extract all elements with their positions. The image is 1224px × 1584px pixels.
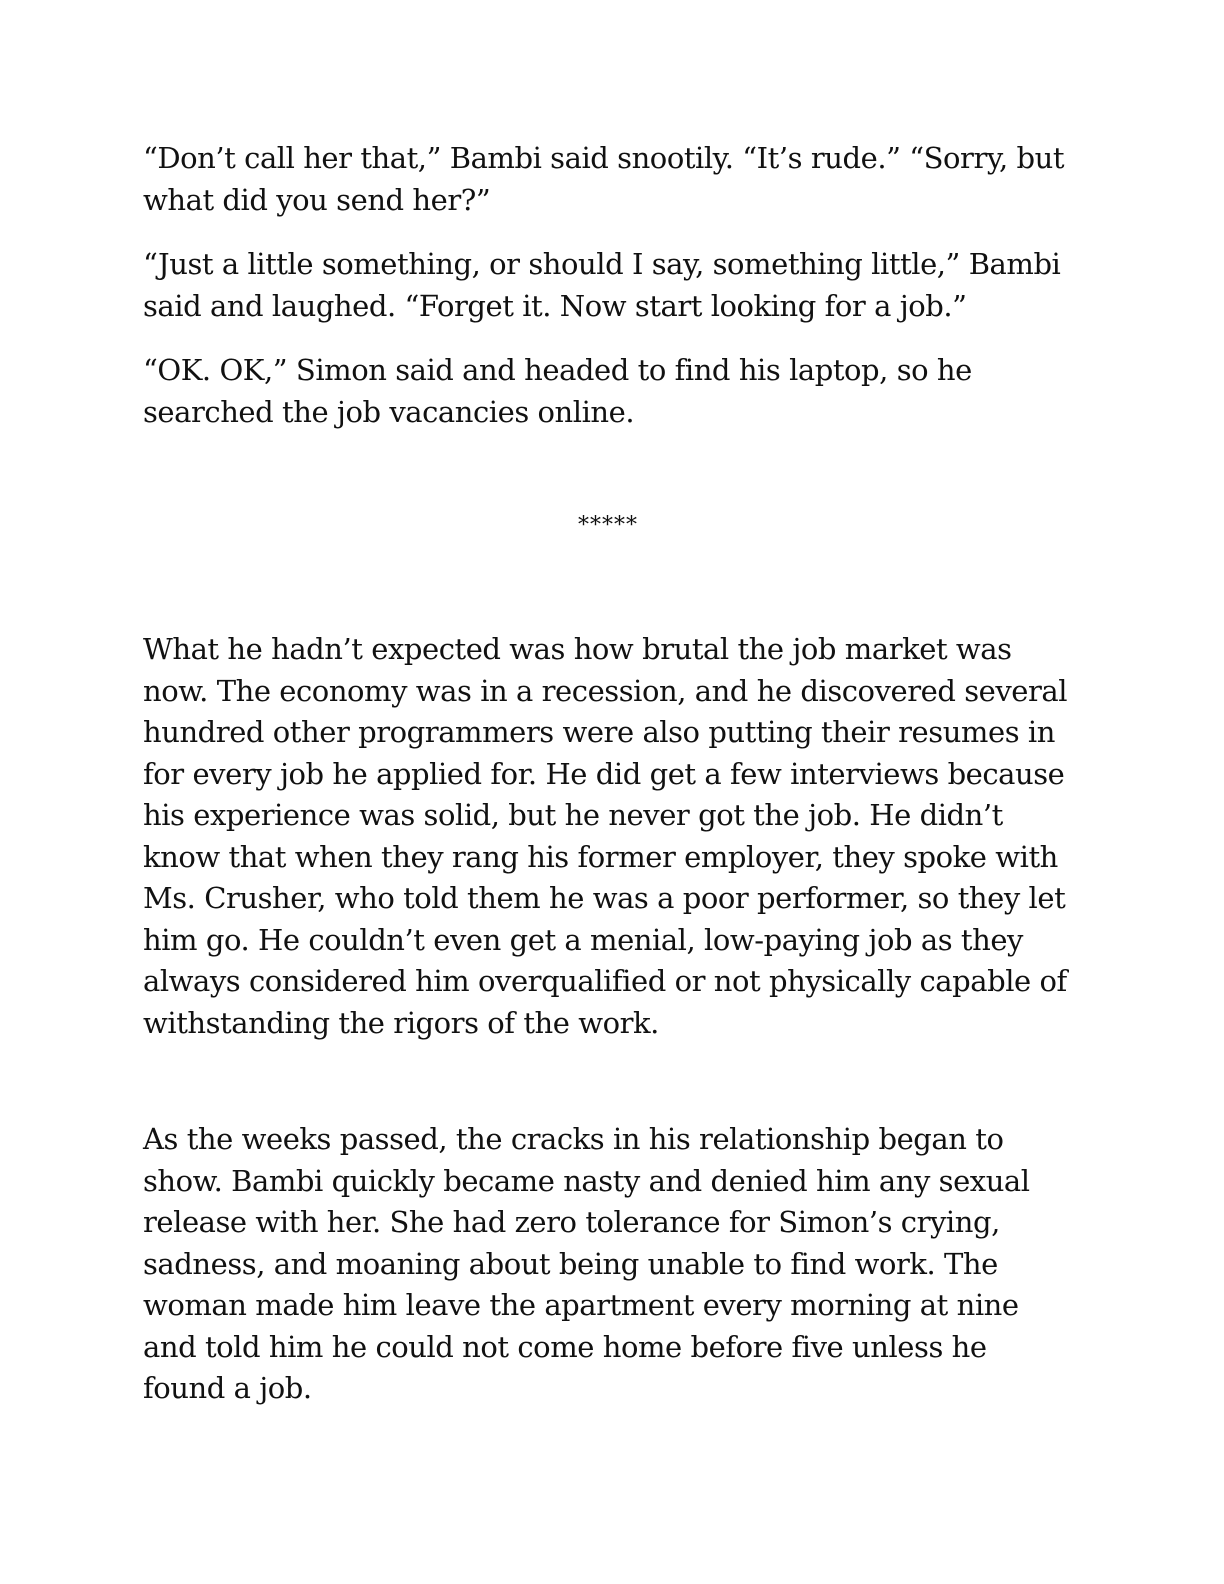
- paragraph-relationship: As the weeks passed, the cracks in his relationship began to show. Bambi quickly became nasty and denied him any sexual release with her. She had zero tolerance for Simon’s crying, sadness, and moaning about being unable to find work. The woman made him leave the apartment every morning at nine and told him he could not come home before five unless he found a job.: [143, 1122, 1030, 1405]
- paragraph-job-market: What he hadn’t expected was how brutal the job market was now. The economy was in a recession, and he discovered several hundred other programmers were also putting their resumes in for every job he applied for. He did get a few interviews because his experience was solid, but he never got the job. He didn’t know that when they rang his former employer, they spoke with Ms. Crusher, who told them he was a poor performer, so they let him go. He couldn’t even get a menial, low-paying job as they always considered him overqualified or not physically capable of withstanding the rigors of the work.: [143, 632, 1068, 1040]
- paragraph-dialogue-3: “OK. OK,” Simon said and headed to find his laptop, so he searched the job vacancies online.: [143, 353, 972, 429]
- paragraph-dialogue-1: “Don’t call her that,” Bambi said snootily. “It’s rude.” “Sorry, but what did you send her?”: [143, 141, 1065, 217]
- document-page: [143, 138, 1073, 1410]
- scene-break: *****: [578, 513, 638, 538]
- paragraph-dialogue-2: “Just a little something, or should I say, something little,” Bambi said and laughed. “Forget it. Now start looking for a job.”: [143, 247, 1061, 323]
